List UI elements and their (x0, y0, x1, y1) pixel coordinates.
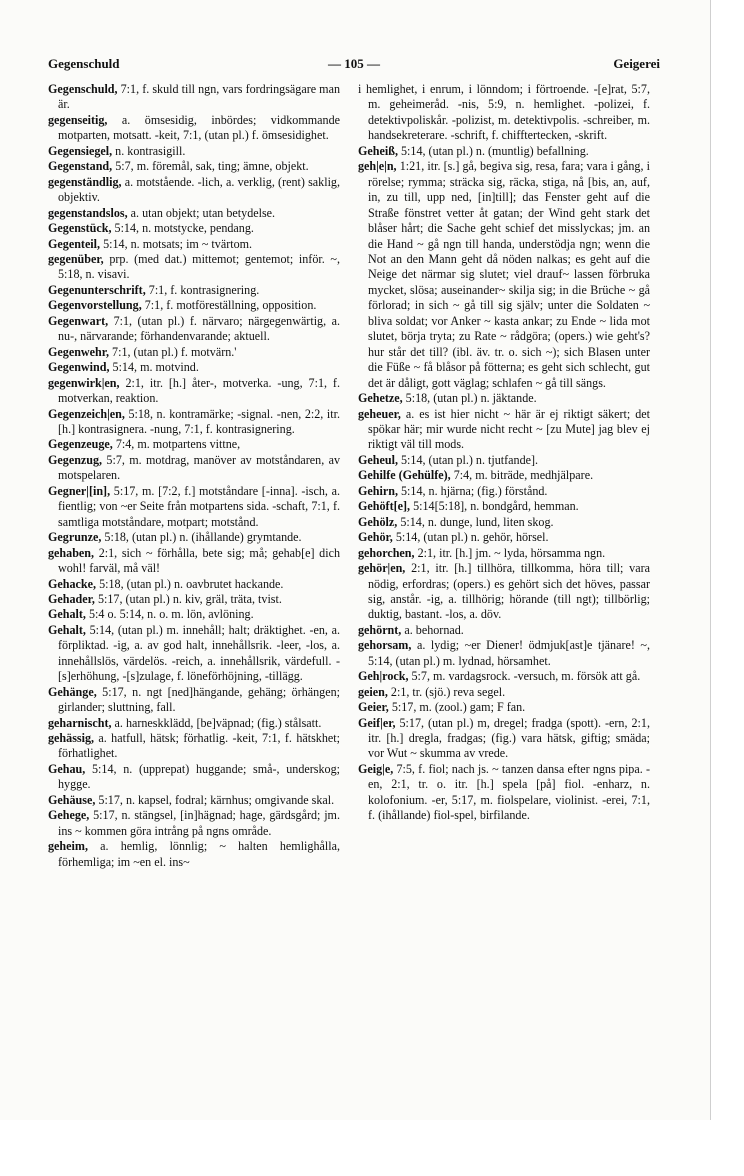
dictionary-entry (48, 252, 340, 283)
entry-definition: 7:1, f. skuld till ngn, vars fordringsägare man är. (58, 82, 340, 112)
dictionary-entry (48, 175, 340, 206)
entry-headword: Gegenschuld, (48, 82, 118, 96)
entry-definition: 1:21, itr. [s.] gå, begiva sig, resa, fara; vara i gång, i rörelse; rymma; sträcka sig, räcka, stiga, nå [bis, an, auf, in, zu till, upp ned, [in]till]; das Fenster geht auf die Straße fönstret vetter åt gatan; der Wind geht stark det blåser hårt; die Sache geht schief det misslyckas; jm. an die Hand ~ gå ngn till handa, understödja ngn; wenn die Not an den Mann geht då nöden nalkas; es geht auf die Neige det närmar sig slutet; viel drauf~ lassen förbruka mycket, slösa; auseinander~ skilja sig; in die Brüche ~ gå förlorad; in sich ~ gå till sig själv; unter die Soldaten ~ bliva soldat; vor Anker ~ kasta ankar; zu Ende ~ lida mot slutet, börja tryta; zu Rate ~ rådgöra; (opers.) wie geht's? hur står det till? (ibl. äv. tr. o. sich ~); sich Blasen unter die Füße ~ få blåsor på fötterna; es geht sich schlecht, gut det är dåligt, gott väglag; schlafen ~ gå till sängs. (368, 159, 650, 390)
entry-headword: Geig|e, (358, 761, 394, 776)
entry-headword: Geif|er, (358, 715, 396, 730)
dictionary-entry (48, 530, 340, 545)
entry-definition: 7:5, f. fiol; nach js. ~ tanzen dansa efter ngns pipa. -en, 2:1, tr. o. itr. [h.] spela [på] fiol. -enharz, n. kolofonium. -er, 5:17, m. fiolspelare, violinist. -erei, 7:1, f. (ihållande) fiol-spel, birfilande. (368, 761, 650, 823)
entry-headword: Gegenstand, (48, 159, 113, 174)
dictionary-entry (358, 468, 650, 483)
dictionary-entry (48, 762, 340, 793)
entry-definition: 5:14, (utan pl.) n. (muntlig) befallning. (397, 143, 589, 158)
entry-headword: Geheiß, (358, 143, 398, 158)
entry-headword: Gehöft[e], (358, 499, 411, 514)
entry-definition: 2:1, itr. [h.] jm. ~ lyda, hörsamma ngn. (414, 545, 606, 560)
entry-definition: 5:14, m. motvind. (109, 360, 199, 375)
entry-definition: 5:18, (utan pl.) n. jäktande. (402, 391, 537, 406)
dictionary-entry (48, 453, 340, 484)
entry-headword: geh|e|n, (358, 159, 397, 174)
dictionary-entry (358, 144, 650, 159)
dictionary-entry (48, 345, 340, 360)
entry-headword: Gehau, (48, 761, 86, 776)
dictionary-entry (48, 206, 340, 221)
entry-definition: 5:18, n. kontramärke; -signal. -nen, 2:2, itr. [h.] kontrasignera. -nung, 7:1, f. kontrasignering. (58, 406, 340, 436)
entry-headword: gegenstandslos, (48, 205, 128, 220)
entry-definition: 5:18, (utan pl.) n. oavbrutet hackande. (96, 576, 284, 591)
entry-headword: Gehör, (358, 530, 393, 545)
entry-definition: a. hemlig, lönnlig; ~ halten hemlighålla, förhemliga; im ~en el. ins~ (58, 839, 340, 869)
dictionary-entry (48, 221, 340, 236)
entry-definition: 5:14, n. dunge, lund, liten skog. (397, 514, 554, 529)
entry-definition: 5:7, m. vardagsrock. -versuch, m. försök att gå. (408, 669, 641, 684)
entry-definition: 7:1, f. motföreställning, opposition. (141, 298, 317, 313)
entry-definition: 5:14, (utan pl.) n. gehör, hörsel. (392, 530, 549, 545)
entry-definition: 5:14, (utan pl.) n. tjutfande]. (397, 452, 539, 467)
entry-definition: 5:17, (utan pl.) n. kiv, gräl, träta, tvist. (94, 591, 282, 606)
entry-headword: gegenständlig, (48, 174, 122, 189)
dictionary-entry (358, 561, 650, 623)
entry-headword: gehorchen, (358, 545, 415, 560)
entry-headword: Geh|rock, (358, 669, 409, 684)
entry-headword: Gegenstück, (48, 221, 112, 236)
dictionary-entry (48, 360, 340, 375)
entry-definition: a. harneskklädd, [be]väpnad; (fig.) stålsatt. (111, 715, 322, 730)
entry-definition: 7:1, (utan pl.) f. närvaro; närgegenwärtig, a. nu-, närvarande; förhandenvarande; aktuell. (58, 313, 340, 344)
entry-definition: 5:4 o. 5:14, n. o. m. lön, avlöning. (85, 607, 254, 622)
header-left-guideword: Gegenschuld (48, 56, 120, 71)
dictionary-entry (358, 638, 650, 669)
entry-definition: a. hatfull, hätsk; förhatlig. -keit, 7:1, f. hätskhet; förhatlighet. (58, 731, 340, 761)
dictionary-entry (358, 685, 650, 700)
entry-headword: gehörnt, (358, 622, 402, 637)
entry-definition: 5:14, n. (upprepat) huggande; små-, underskog; hygge. (58, 761, 340, 792)
entry-headword: Gegenzeich|en, (48, 406, 125, 421)
entry-headword: Gegner|[in], (48, 483, 111, 498)
entry-definition: 7:4, m. motpartens vittne, (112, 437, 241, 452)
dictionary-entry (358, 716, 650, 762)
entry-headword: gehör|en, (358, 561, 406, 576)
entry-headword: Geheul, (358, 452, 398, 467)
entry-definition: n. kontrasigill. (112, 143, 186, 158)
entry-headword: gehaben, (48, 545, 95, 560)
dictionary-entry (48, 144, 340, 159)
entry-definition: 5:18, (utan pl.) n. (ihållande) grymtande. (101, 530, 302, 545)
dictionary-entry (48, 592, 340, 607)
entry-definition: 5:17, n. ngt [ned]hängande, gehäng; örhängen; girlander; sluttning, fall. (58, 684, 340, 715)
left-column (48, 82, 340, 870)
page-number: — 105 — (328, 56, 380, 71)
dictionary-entry (358, 700, 650, 715)
entry-headword: Geier, (358, 700, 389, 715)
entry-definition: 5:14, (utan pl.) m. innehåll; halt; dräktighet. -en, a. förpliktad. -ig, a. av god halt, innehållsrik. -leer, -los, a. innehållslös, värdelös. -reich, a. innehållsrik, värdefull. -[s]erhöhung, -[s]zulage, f. löneförhöjning, -tillägg. (58, 622, 340, 684)
entry-headword: Gegenzug, (48, 452, 103, 467)
dictionary-entry (48, 82, 340, 113)
entry-headword: geheuer, (358, 406, 401, 421)
entry-definition: a. es ist hier nicht ~ här är ej riktigt säkert; det spökar här; mir wurde nicht recht ~ [zu Mute] jag blev ej riktigt väl till mods. (368, 406, 650, 452)
entry-headword: gegenwirk|en, (48, 375, 120, 390)
entry-definition: i hemlighet, i enrum, i lönndom; i förtroende. -[e]rat, 5:7, m. geheimeråd. -nis, 5:9, n. hemlighet. -polizei, f. detektivpoliskår. -polizist, m. detektivpolis. -schreiber, m. handsekreterare. -schrift, f. chifftertecken, -skrift. (358, 82, 650, 143)
dictionary-entry (358, 515, 650, 530)
dictionary-entry (48, 376, 340, 407)
dictionary-entry (358, 407, 650, 453)
entry-definition: 2:1, itr. [h.] tillhöra, tillkomma, höra till; vara nödig, erfordras; (opers.) es gehört sich det höves, passar sig, anstår. -ig, a. tillhörig; hörande (till ngt); tillbörlig; duktig, bastant. -los, a. döv. (368, 561, 650, 622)
entry-definition: 5:7, m. motdrag, manöver av motståndaren, av motspelaren. (58, 452, 340, 483)
dictionary-entry (358, 391, 650, 406)
entry-headword: gehorsam, (358, 638, 412, 653)
entry-headword: Gehacke, (48, 576, 97, 591)
dictionary-entry (48, 407, 340, 438)
dictionary-entry (358, 530, 650, 545)
dictionary-entry (48, 808, 340, 839)
entry-headword: Gehölz, (358, 514, 398, 529)
entry-headword: Gegenwehr, (48, 344, 110, 359)
dictionary-entry (48, 237, 340, 252)
dictionary-entry (358, 499, 650, 514)
entry-headword: geharnischt, (48, 715, 112, 730)
entry-definition: a. motstående. -lich, a. verklig, (rent) saklig, objektiv. (58, 174, 340, 205)
entry-definition: 5:17, n. kapsel, fodral; kärnhus; omgivande skal. (95, 792, 335, 807)
entry-headword: Gegenwart, (48, 313, 109, 328)
entry-headword: Gehirn, (358, 483, 398, 498)
entry-headword: Gehalt, (48, 622, 86, 637)
dictionary-entry (48, 159, 340, 174)
entry-headword: Gehalt, (48, 607, 86, 622)
dictionary-entry (48, 577, 340, 592)
entry-definition: 5:7, m. föremål, sak, ting; ämne, objekt. (112, 159, 309, 174)
entry-definition: 5:14, n. motstycke, pendang. (111, 221, 254, 236)
entry-headword: Gegenwind, (48, 360, 110, 375)
dictionary-entry (358, 453, 650, 468)
entry-headword: Gegenteil, (48, 236, 101, 251)
dictionary-entry (48, 283, 340, 298)
entry-headword: Gegensiegel, (48, 143, 113, 158)
entry-definition: a. behornad. (401, 622, 464, 637)
dictionary-entry (48, 113, 340, 144)
entry-definition: 5:17, (utan pl.) m, dregel; fradga (spott). -ern, 2:1, itr. [h.] dregla, fradgas; (fig.) vara hätsk, giftig; smäda; vor Wut ~ skumma av vrede. (368, 715, 650, 761)
entry-definition: 5:14[5:18], n. bondgård, hemman. (410, 499, 579, 514)
dictionary-entry (358, 546, 650, 561)
dictionary-entry (358, 762, 650, 824)
entry-definition: a. ömsesidig, inbördes; vidkommande motparten, motsatt. -keit, 7:1, (utan pl.) f. ömsesidighet. (58, 112, 340, 143)
entry-definition: a. utan objekt; utan betydelse. (127, 205, 276, 220)
entry-headword: geheim, (48, 839, 88, 854)
entry-headword: Gehäuse, (48, 792, 96, 807)
dictionary-entry (48, 314, 340, 345)
dictionary-entry (358, 669, 650, 684)
entry-headword: Gehänge, (48, 684, 97, 699)
entry-headword: Gegenzeuge, (48, 437, 113, 452)
entry-definition: 5:17, m. [7:2, f.] motståndare [-inna]. -isch, a. fientlig; von ~er Seite från motpartens sida. -schaft, 7:1, f. samtliga motståndare, motpart; motstånd. (58, 483, 340, 529)
entry-headword: Gehege, (48, 808, 90, 823)
entry-definition: 2:1, tr. (sjö.) reva segel. (387, 684, 506, 699)
entry-headword: Gegenvorstellung, (48, 298, 142, 313)
entry-definition: 5:14, n. hjärna; (fig.) förstånd. (397, 483, 548, 498)
entry-headword: gegenüber, (48, 251, 104, 266)
right-column (358, 82, 650, 824)
entry-headword: Gehetze, (358, 391, 403, 406)
dictionary-entry (48, 839, 340, 870)
dictionary-entry (48, 623, 340, 685)
dictionary-entry (48, 546, 340, 577)
dictionary-entry (358, 623, 650, 638)
entry-definition: 2:1, sich ~ förhålla, bete sig; må; gehab[e] dich wohl! farväl, må väl! (58, 545, 340, 576)
entry-headword: gegenseitig, (48, 112, 108, 127)
entry-headword: Gehilfe (Gehülfe), (358, 468, 451, 483)
page-header (48, 56, 660, 76)
entry-headword: Gegrunze, (48, 530, 102, 545)
dictionary-entry (48, 731, 340, 762)
entry-definition: 7:4, m. biträde, medhjälpare. (450, 468, 594, 483)
dictionary-entry (48, 685, 340, 716)
dictionary-entry (48, 298, 340, 313)
dictionary-entry (48, 437, 340, 452)
dictionary-entry (358, 484, 650, 499)
dictionary-entry (358, 82, 650, 144)
entry-definition: 5:17, m. (zool.) gam; F fan. (388, 700, 526, 715)
dictionary-entry (48, 484, 340, 530)
entry-headword: Gegenunterschrift, (48, 282, 146, 297)
entry-definition: 7:1, (utan pl.) f. motvärn.' (109, 344, 237, 359)
entry-definition: a. lydig; ~er Diener! ödmjuk[ast]e tjänare! ~, 5:14, (utan pl.) m. lydnad, hörsamhet. (368, 638, 650, 668)
dictionary-entry (48, 716, 340, 731)
entry-headword: geien, (358, 684, 388, 699)
entry-headword: Gehader, (48, 591, 95, 606)
dictionary-entry (358, 159, 650, 391)
header-right-guideword: Geigerei (613, 56, 660, 71)
dictionary-entry (48, 607, 340, 622)
entry-definition: 5:17, n. stängsel, [in]hägnad; hage, gärdsgård; jm. ins ~ kommen göra intrång på ngns område. (58, 808, 340, 838)
entry-definition: prp. (med dat.) mittemot; gentemot; inför. ~, 5:18, n. visavi. (58, 251, 340, 282)
dictionary-entry (48, 793, 340, 808)
entry-definition: 7:1, f. kontrasignering. (145, 282, 260, 297)
entry-definition: 5:14, n. motsats; im ~ tvärtom. (100, 236, 253, 251)
entry-definition: 2:1, itr. [h.] åter-, motverka. -ung, 7:1, f. motverkan, reaktion. (58, 375, 340, 406)
entry-headword: gehässig, (48, 731, 95, 746)
